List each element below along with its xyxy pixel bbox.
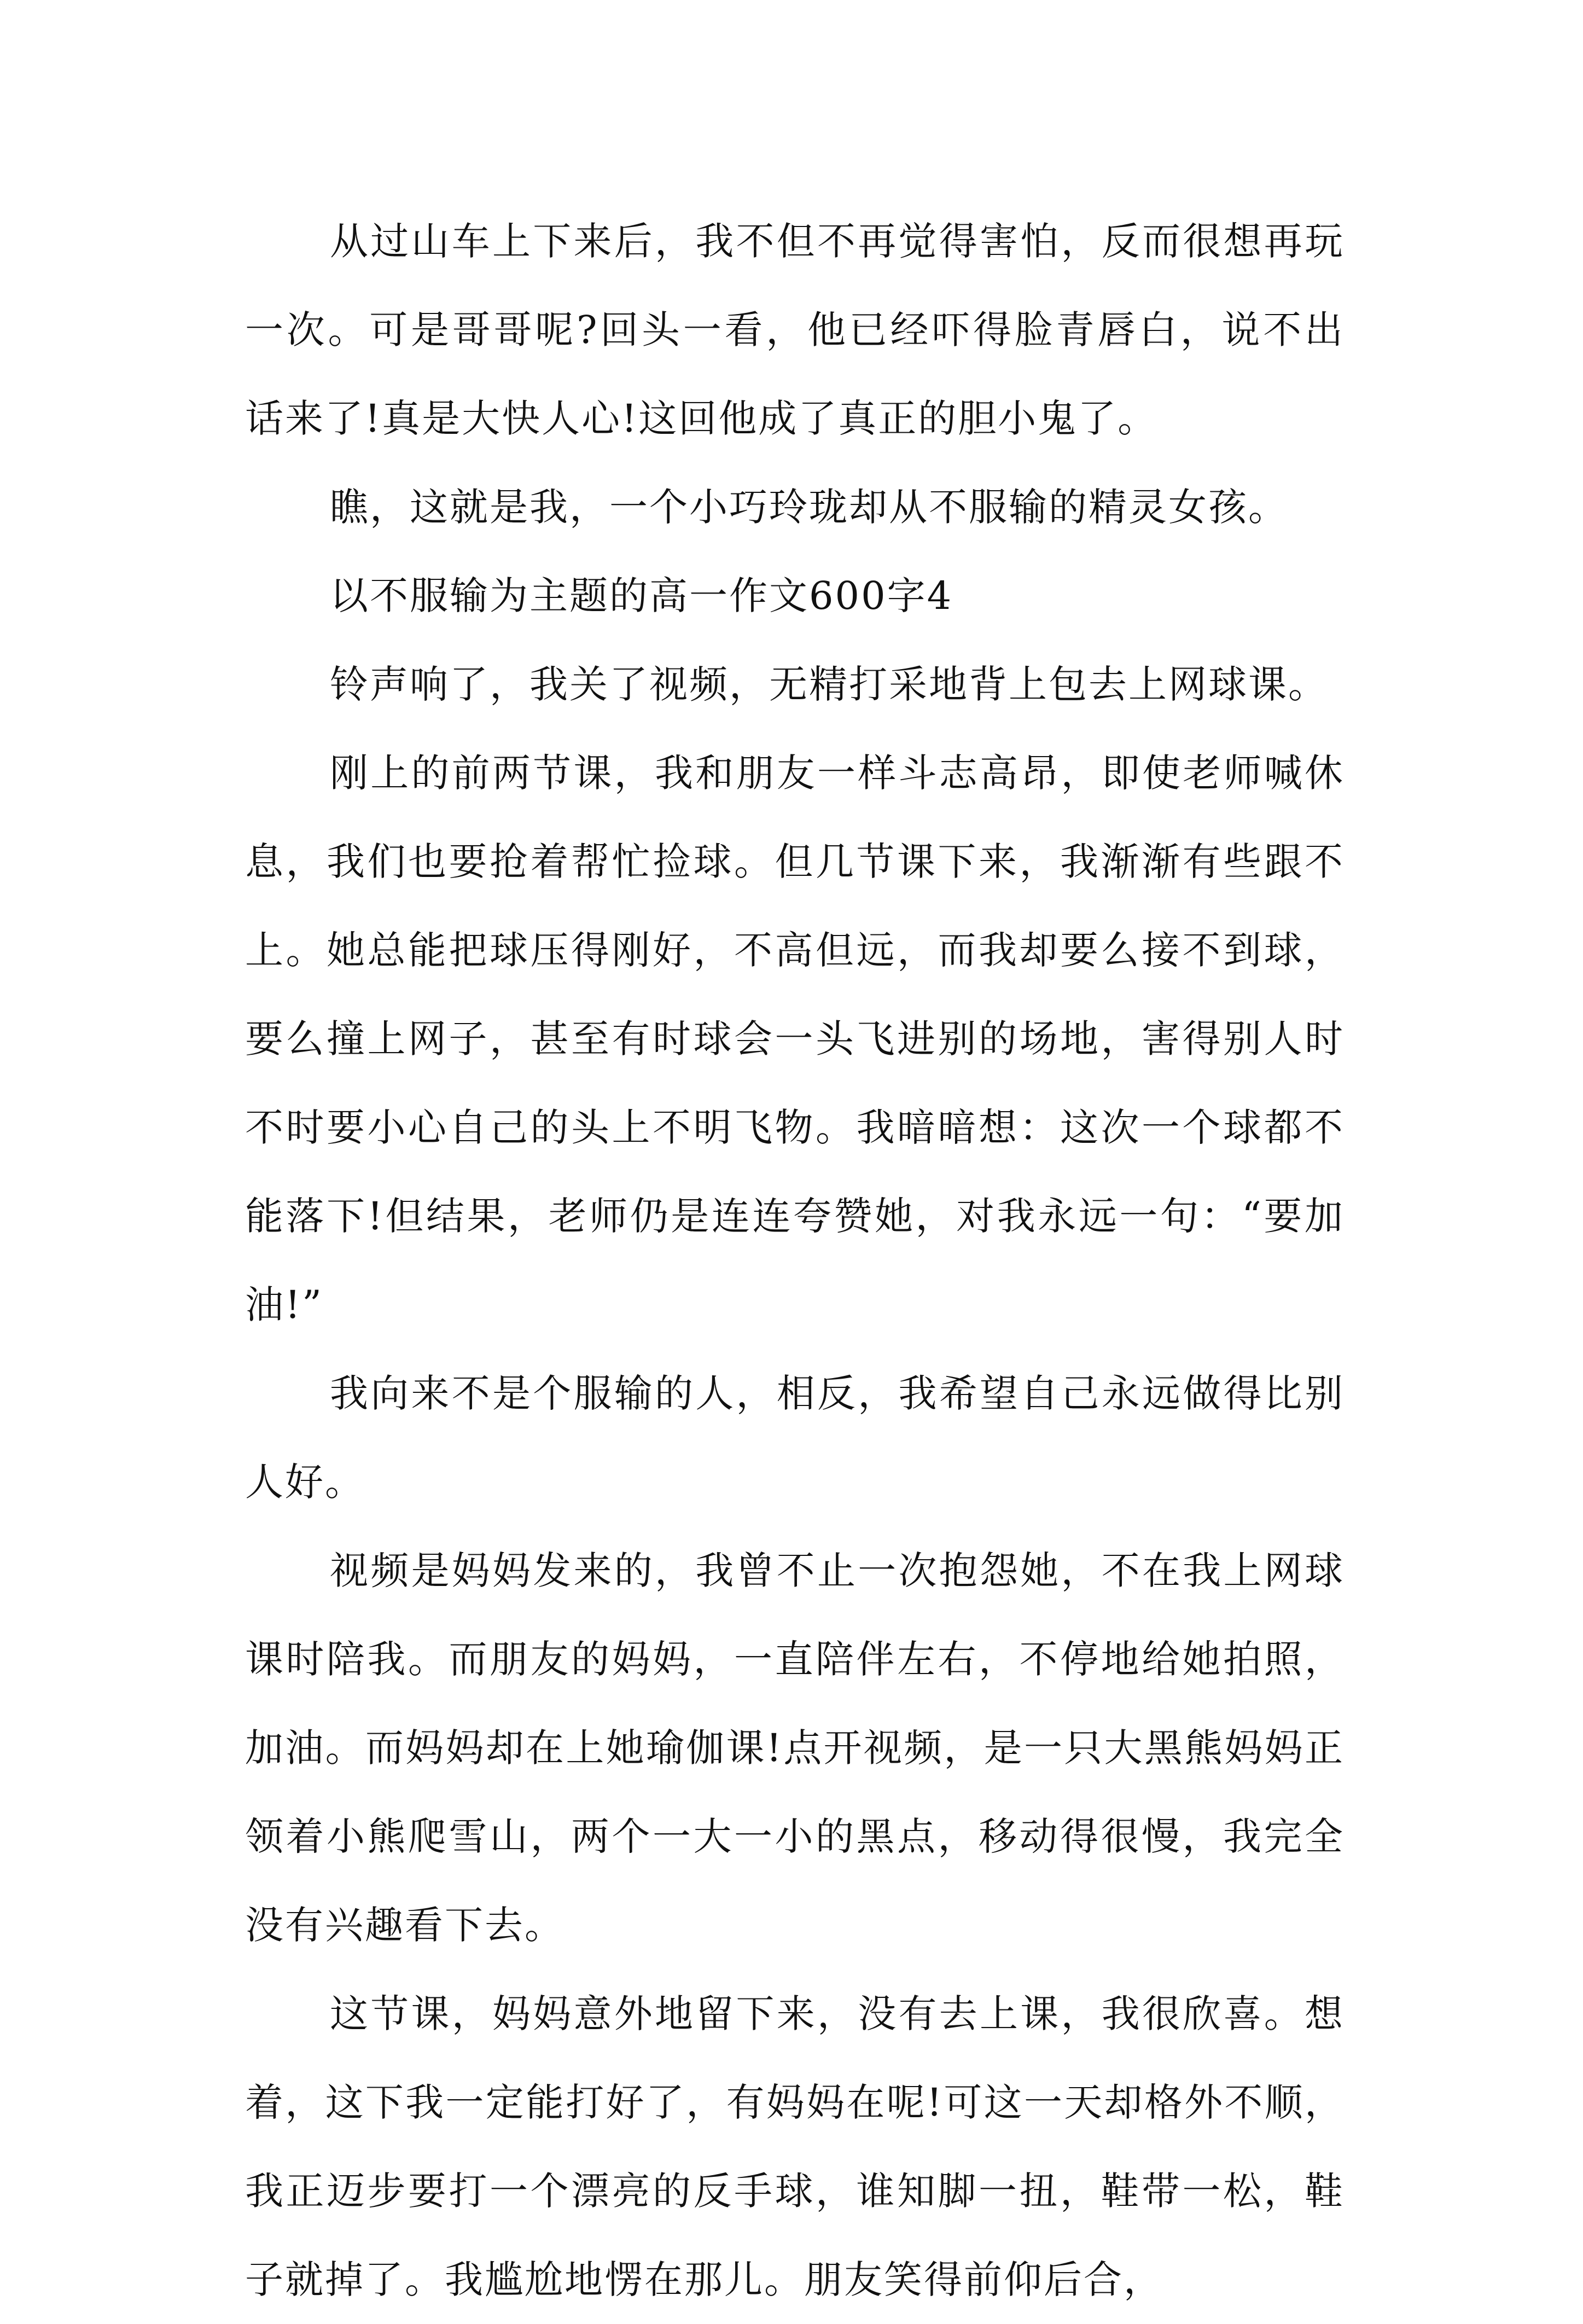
paragraph: 从过山车上下来后，我不但不再觉得害怕，反而很想再玩一次。可是哥哥呢?回头一看，他已经吓得脸青唇白，说不出话来了!真是大快人心!这回他成了真正的胆小鬼了。 bbox=[245, 219, 1345, 441]
paragraph: 视频是妈妈发来的，我曾不止一次抱怨她，不在我上网球课时陪我。而朋友的妈妈，一直陪伴左右，不停地给她拍照，加油。而妈妈却在上她瑜伽课!点开视频，是一只大黑熊妈妈正领着小熊爬雪山，两个一大一小的黑点，移动得很慢，我完全没有兴趣看下去。 bbox=[245, 1548, 1345, 1948]
essay-body bbox=[245, 197, 1345, 2324]
paragraph: 我向来不是个服输的人，相反，我希望自己永远做得比别人好。 bbox=[245, 1371, 1345, 1504]
paragraph: 瞧，这就是我，一个小巧玲珑却从不服输的精灵女孩。 bbox=[330, 485, 1288, 530]
essay-heading: 以不服输为主题的高一作文600字4 bbox=[330, 573, 953, 618]
paragraph: 刚上的前两节课，我和朋友一样斗志高昂，即使老师喊休息，我们也要抢着帮忙捡球。但几节课下来，我渐渐有些跟不上。她总能把球压得刚好，不高但远，而我却要么接不到球，要么撞上网子，甚至有时球会一头飞进别的场地，害得别人时不时要小心自己的头上不明飞物。我暗暗想：这次一个球都不能落下!但结果，老师仍是连连夸赞她，对我永远一句：“要加油!” bbox=[245, 751, 1345, 1327]
paragraph: 铃声响了，我关了视频，无精打采地背上包去上网球课。 bbox=[330, 662, 1328, 707]
paragraph: 这节课，妈妈意外地留下来，没有去上课，我很欣喜。想着，这下我一定能打好了，有妈妈在呢!可这一天却格外不顺，我正迈步要打一个漂亮的反手球，谁知脚一扭，鞋带一松，鞋子就掉了。我尴尬地愣在那儿。朋友笑得前仰后合， bbox=[245, 1991, 1345, 2302]
